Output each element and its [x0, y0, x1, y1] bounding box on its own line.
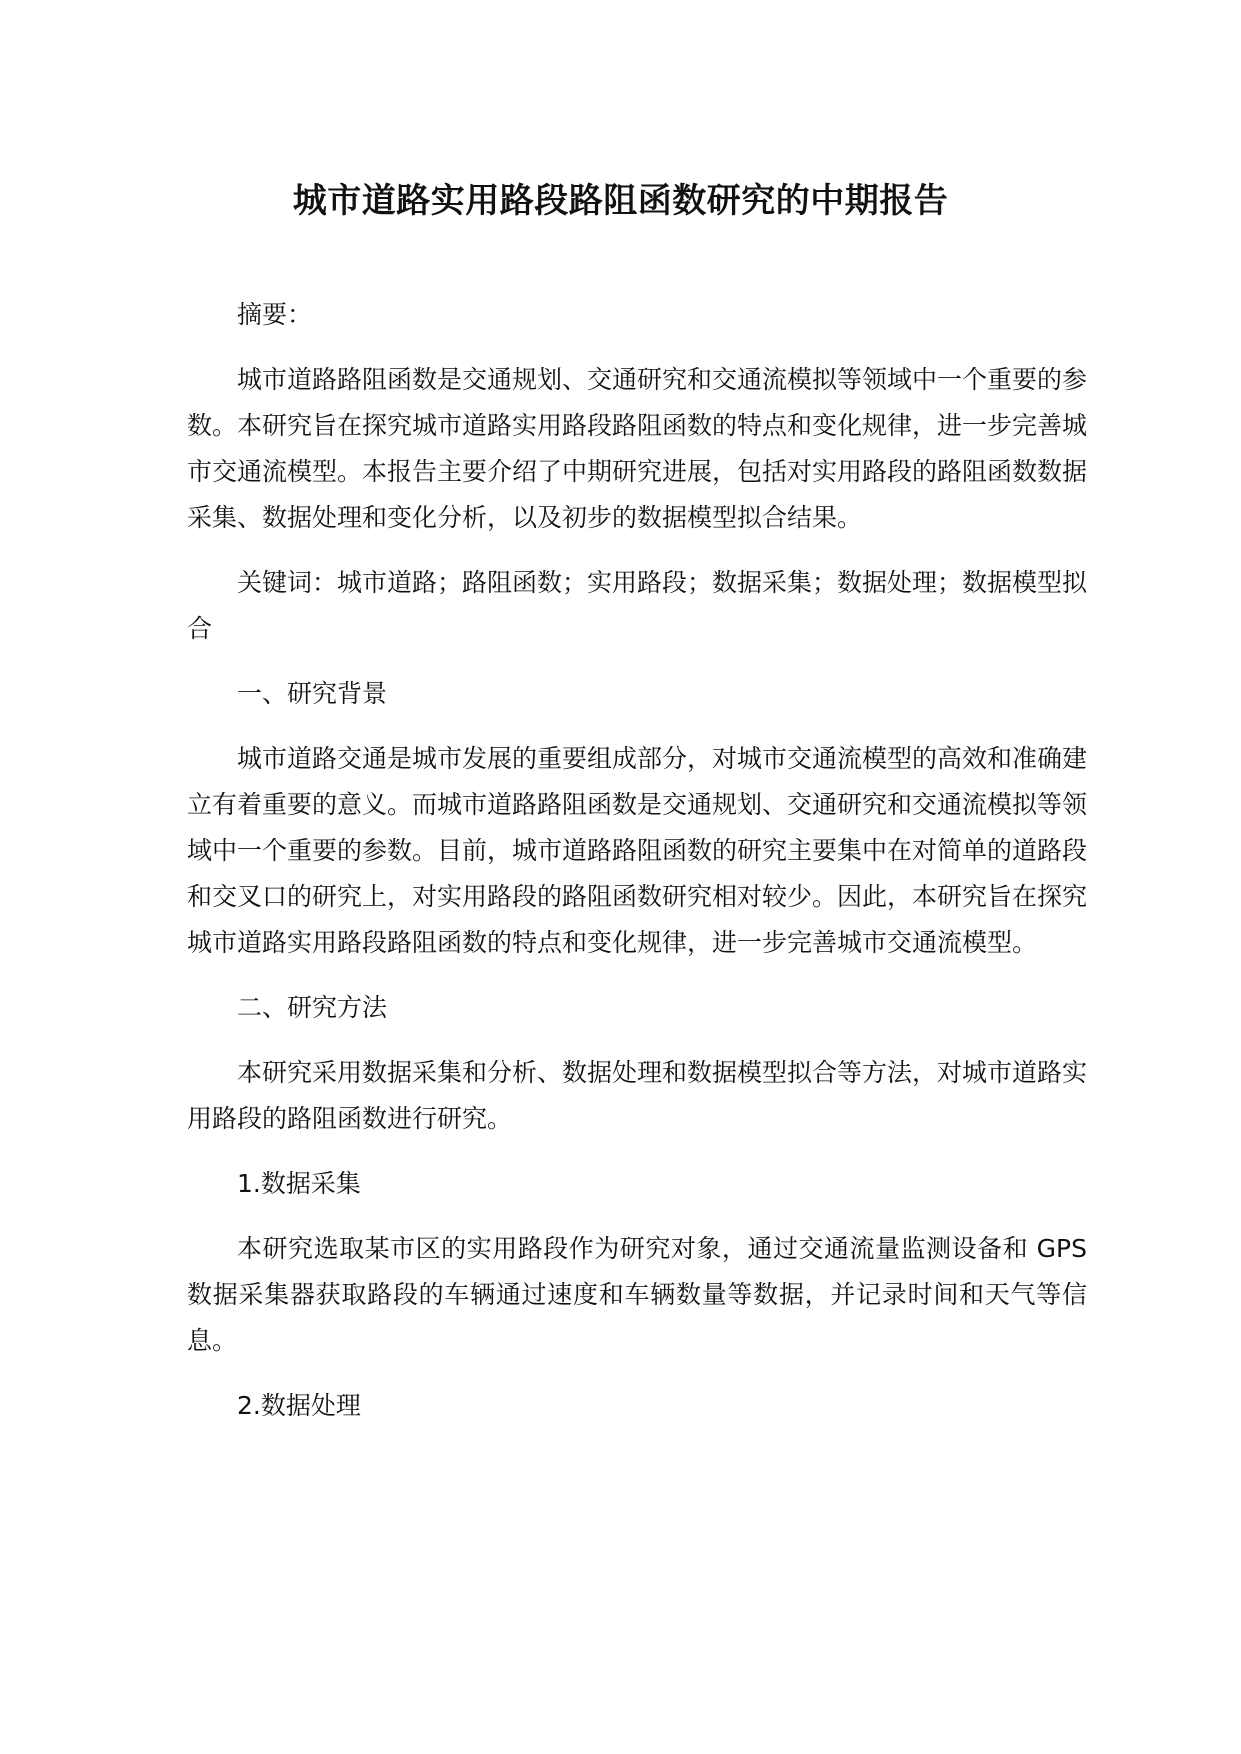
subsection-heading-data-collection: 1.数据采集 — [237, 1169, 361, 1198]
background-paragraph: 城市道路交通是城市发展的重要组成部分，对城市交通流模型的高效和准确建立有着重要的意义。而城市道路路阻函数是交通规划、交通研究和交通流模拟等领域中一个重要的参数。目前，城市道路路阻函数的研究主要集中在对简单的道路段和交叉口的研究上，对实用路段的路阻函数研究相对较少。因此，本研究旨在探究城市道路实用路段路阻函数的特点和变化规律，进一步完善城市交通流模型。 — [187, 744, 1088, 957]
data-collection-paragraph: 本研究选取某市区的实用路段作为研究对象，通过交通流量监测设备和 GPS 数据采集器获取路段的车辆通过速度和车辆数量等数据，并记录时间和天气等信息。 — [187, 1234, 1087, 1355]
section-heading-methods: 二、研究方法 — [237, 993, 388, 1022]
methods-paragraph: 本研究采用数据采集和分析、数据处理和数据模型拟合等方法，对城市道路实用路段的路阻函数进行研究。 — [187, 1058, 1088, 1133]
abstract-label: 摘要： — [237, 300, 313, 329]
abstract-paragraph: 城市道路路阻函数是交通规划、交通研究和交通流模拟等领域中一个重要的参数。本研究旨在探究城市道路实用路段路阻函数的特点和变化规律，进一步完善城市交通流模型。本报告主要介绍了中期研究进展，包括对实用路段的路阻函数数据采集、数据处理和变化分析，以及初步的数据模型拟合结果。 — [187, 365, 1088, 532]
section-heading-background: 一、研究背景 — [237, 679, 388, 708]
keywords-paragraph: 关键词：城市道路；路阻函数；实用路段；数据采集；数据处理；数据模型拟合 — [187, 568, 1088, 643]
document-body — [187, 292, 1087, 1448]
subsection-heading-data-processing: 2.数据处理 — [237, 1391, 361, 1420]
document-title: 城市道路实用路段路阻函数研究的中期报告 — [292, 181, 949, 221]
